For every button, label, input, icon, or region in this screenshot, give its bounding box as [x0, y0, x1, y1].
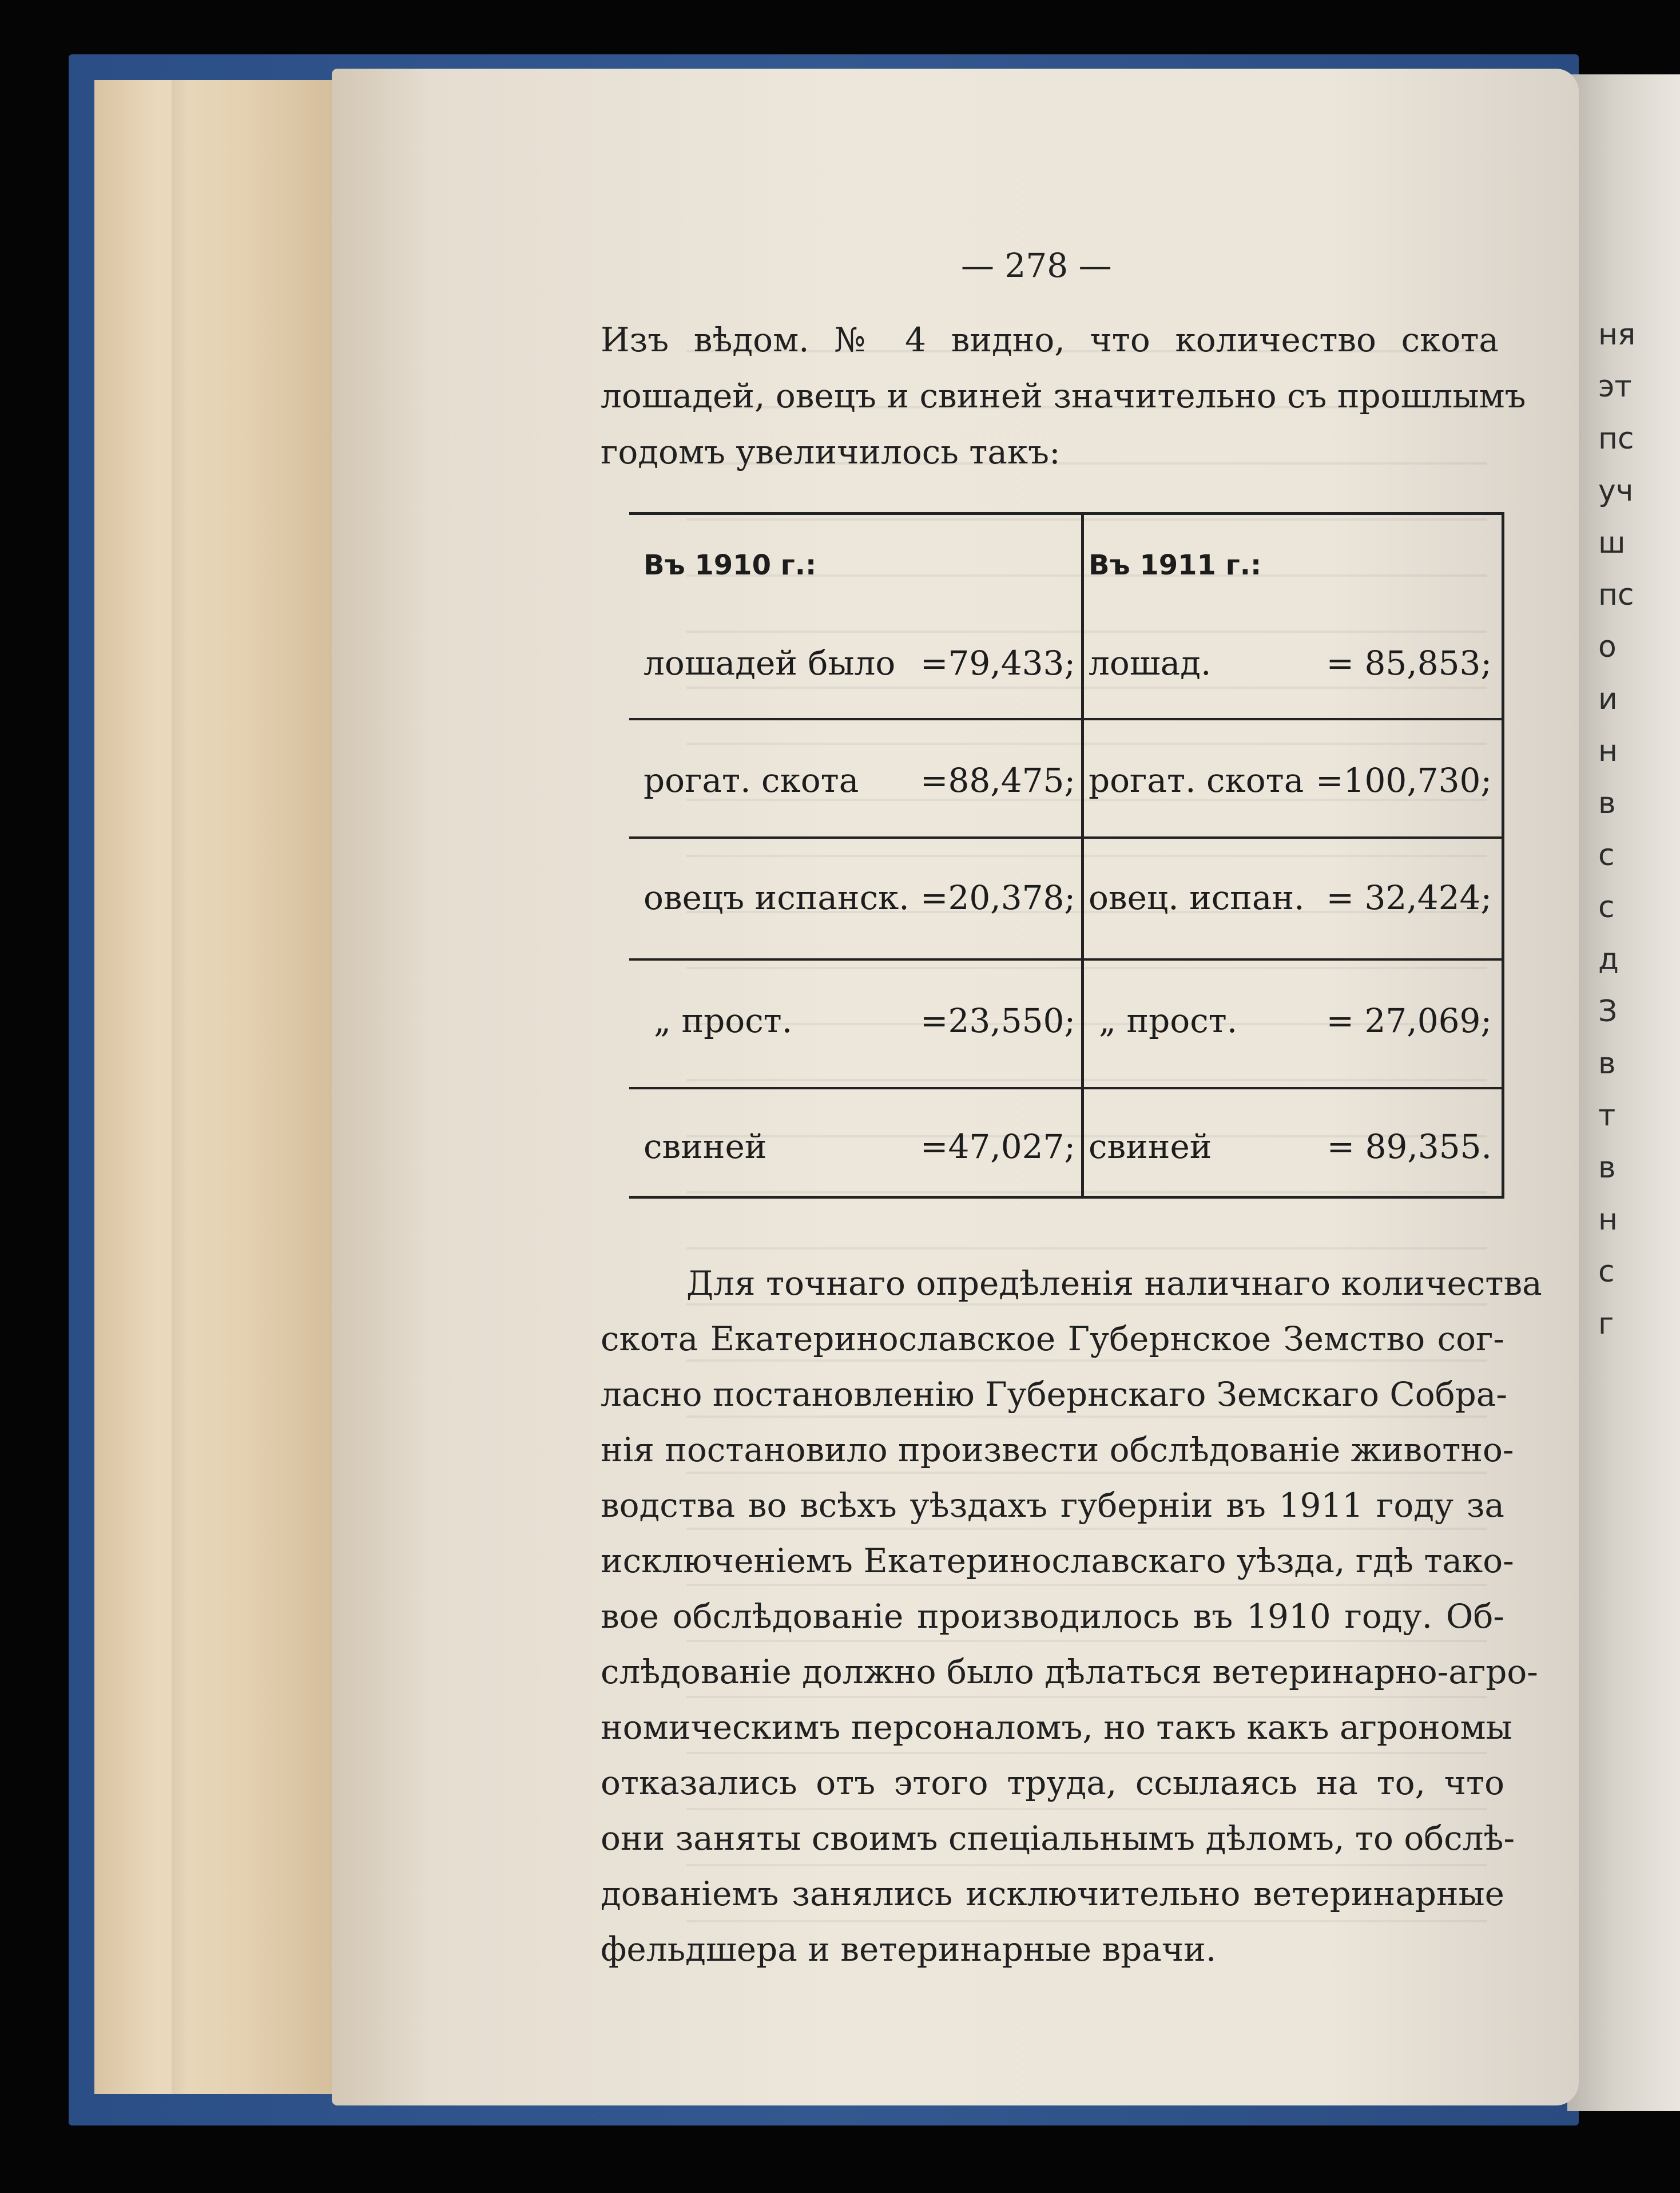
row-value: = 89,355. [1326, 1127, 1492, 1166]
facing-fragment: д [1598, 942, 1619, 977]
facing-fragment: пс [1598, 578, 1634, 612]
body-line: нія постановило произвести обслѣдованіе животно- [601, 1430, 1514, 1469]
facing-fragment: в [1598, 786, 1616, 820]
row-label: лошад. [1089, 644, 1212, 683]
row-value: =100,730; [1316, 761, 1492, 800]
row-value: =88,475; [920, 761, 1075, 800]
facing-fragment: н [1598, 1203, 1618, 1237]
facing-fragment: эт [1598, 370, 1632, 404]
facing-fragment: т [1598, 1099, 1616, 1133]
facing-page-text [1579, 309, 1680, 1341]
facing-fragment: и [1598, 682, 1618, 716]
row-value: = 27,069; [1326, 1001, 1492, 1040]
intro-line: лошадей, овецъ и свиней значительно съ прошлымъ [601, 376, 1526, 415]
row-value: =20,378; [920, 878, 1075, 917]
facing-fragment: с [1598, 838, 1615, 873]
body-line: номическимъ персоналомъ, но такъ какъ агрономы [601, 1708, 1512, 1747]
body-line: исключеніемъ Екатеринославскаго уѣзда, гдѣ тако- [601, 1541, 1514, 1580]
page-edges-shadow [172, 80, 189, 2094]
row-rule [629, 1087, 1502, 1089]
row-value: =79,433; [920, 644, 1075, 683]
facing-fragment: пс [1598, 422, 1634, 456]
body-line: скота Екатеринославское Губернское Земство сог- [601, 1319, 1504, 1358]
facing-fragment: З [1598, 994, 1618, 1029]
row-rule [629, 958, 1502, 961]
row-value: =23,550; [920, 1001, 1075, 1040]
page-number: — 278 — [961, 246, 1112, 285]
row-value: = 85,853; [1326, 644, 1492, 683]
row-label: рогат. скота [644, 761, 859, 800]
facing-fragment: с [1598, 1255, 1615, 1289]
row-value: = 32,424; [1326, 878, 1492, 917]
page-edges [94, 80, 346, 2094]
body-line: Для точнаго опредѣленія наличнаго количества [686, 1264, 1542, 1303]
row-label: овецъ испанск. [644, 878, 909, 917]
row-label: овец. испан. [1089, 878, 1305, 917]
row-rule [629, 836, 1502, 839]
intro-line: Изъ вѣдом. № 4 видно, что количество скота [601, 320, 1499, 359]
facing-fragment: в [1598, 1151, 1616, 1185]
facing-fragment: в [1598, 1046, 1616, 1081]
body-line: они заняты своимъ спеціальнымъ дѣломъ, то обслѣ- [601, 1819, 1515, 1858]
body-line: вое обслѣдованіе производилось въ 1910 году. Об- [601, 1597, 1504, 1636]
facing-fragment: г [1598, 1307, 1614, 1341]
body-line: фельдшера и ветеринарные врачи. [601, 1930, 1217, 1969]
facing-fragment: н [1598, 734, 1618, 768]
row-label: „ прост. [654, 1001, 793, 1040]
row-label: свиней [644, 1127, 767, 1166]
row-value: =47,027; [920, 1127, 1075, 1166]
facing-fragment: с [1598, 890, 1615, 925]
livestock-table [629, 512, 1504, 1199]
body-line: слѣдованіе должно было дѣлаться ветеринарно-агро- [601, 1652, 1538, 1691]
body-line: отказались отъ этого труда, ссылаясь на то, что [601, 1763, 1504, 1802]
facing-fragment: ня [1598, 318, 1636, 352]
row-label: свиней [1089, 1127, 1212, 1166]
body-line: ласно постановленію Губернскаго Земскаго Собра- [601, 1375, 1507, 1414]
header-1911: Въ 1911 г.: [1089, 549, 1262, 581]
row-label: „ прост. [1099, 1001, 1238, 1040]
body-line: водства во всѣхъ уѣздахъ губерніи въ 1911 году за [601, 1486, 1504, 1525]
body-paragraph [601, 1256, 1542, 1977]
row-label: рогат. скота [1089, 761, 1304, 800]
header-1910: Въ 1910 г.: [644, 549, 817, 581]
facing-fragment: уч [1598, 474, 1634, 508]
intro-paragraph [601, 312, 1526, 480]
facing-fragment: о [1598, 630, 1617, 664]
row-rule [629, 718, 1502, 720]
intro-line: годомъ увеличилось такъ: [601, 433, 1061, 471]
column-divider [1081, 515, 1084, 1196]
facing-fragment: ш [1598, 526, 1626, 560]
row-label: лошадей было [644, 644, 896, 683]
body-line: дованіемъ занялись исключительно ветеринарные [601, 1874, 1504, 1913]
